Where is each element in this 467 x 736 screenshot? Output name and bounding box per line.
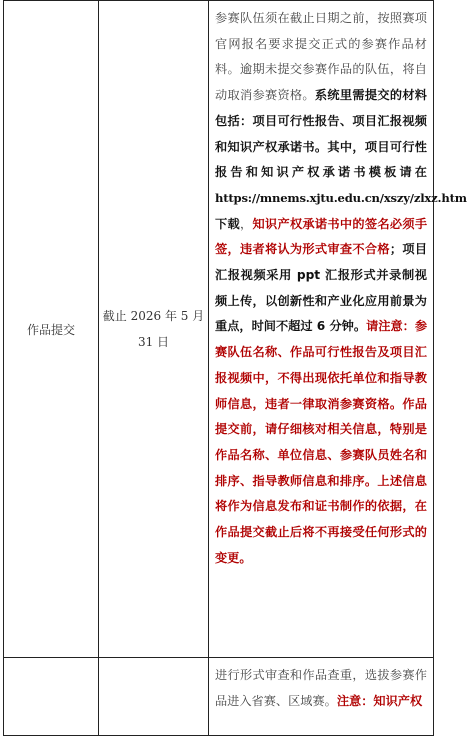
description-cell <box>209 1 467 658</box>
template-download-link[interactable]: https://mnems.xjtu.edu.cn/xszy/zlxz.htm <box>215 190 467 205</box>
download-text: 下载 <box>215 216 240 231</box>
stage-cell <box>4 658 99 736</box>
description-cell <box>209 658 434 736</box>
competition-schedule-table <box>3 0 467 736</box>
required-materials-text: 系统里需提交的材料包括：项目可行性报告、项目汇报视频和知识产权承诺书。其中，项目可行性报告和知识产权承诺书模板请在 <box>215 88 427 180</box>
table-row <box>4 1 434 658</box>
deadline-cell <box>99 658 209 736</box>
attention-notice-text: 请注意：参赛队伍名称、作品可行性报告及项目汇报视频中，不得出现依托单位和指导教师信息，违者一律取消参赛资格。作品提交前，请仔细核对相关信息，特别是作品名称、单位信息、参赛队员姓名和排序、指导教师信息和排序。上述信息将作为信息发布和证书制作的依据，在作品提交截止后将不再接受任何形式的变更。 <box>215 319 428 565</box>
comma-text: ， <box>239 216 253 231</box>
signature-warning-text: 知识产权承诺书中的签名必须手签，违者将认为形式审查不合格 <box>215 216 428 257</box>
deadline-cell: 截止 2026 年 5 月 31 日 <box>99 1 209 658</box>
intro-text: 参赛队伍须在截止日期之前，按照赛项官网报名要求提交正式的参赛作品材料。逾期未提交参赛作品的队伍，将自动取消参赛资格。 <box>215 11 427 103</box>
review-text: 进行形式审查和作品查重，选拔参赛作品进入省赛、区域赛。 <box>215 668 427 708</box>
video-requirement-text: ；项目汇报视频采用 ppt 汇报形式并录制视频上传，以创新性和产业化应用前景为重点，时间不超过 6 分钟。 <box>215 242 428 334</box>
ip-notice-text: 注意：知识产权 <box>336 693 423 708</box>
table-row <box>4 658 434 736</box>
stage-cell: 作品提交 <box>4 1 99 658</box>
